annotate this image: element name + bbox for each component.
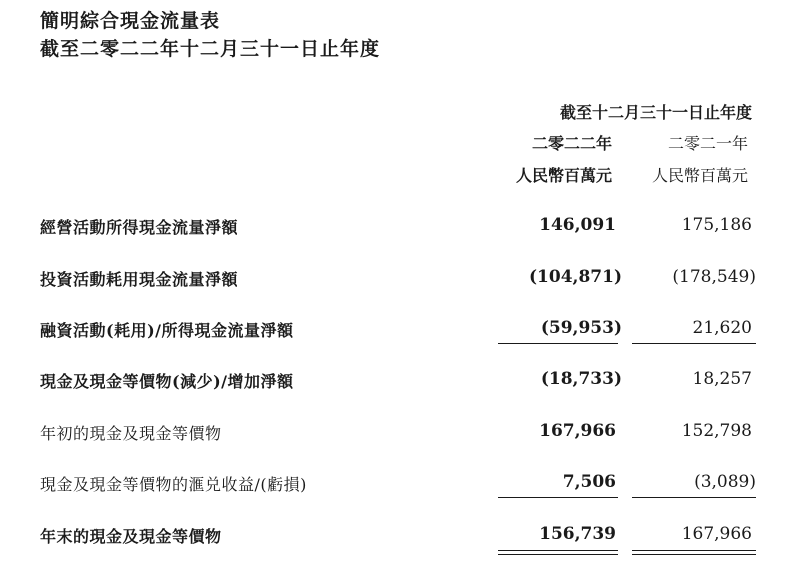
statement-subtitle: 截至二零二二年十二月三十一日止年度 [40,38,381,60]
row-label: 現金及現金等價物的滙兑收益/(虧損) [40,475,307,494]
value-2022: (104,871) [529,267,622,287]
value-2022: 156,739 [539,524,616,544]
row-label: 年末的現金及現金等價物 [40,527,222,546]
column-year-2021: 二零二一年 [667,134,748,153]
value-2022: (59,953) [540,318,622,338]
row-label: 投資活動耗用現金流量淨額 [40,270,239,289]
table-row [0,215,812,245]
value-2022: 167,966 [539,421,616,441]
value-2021: 175,186 [681,215,752,235]
subtotal-rule [632,497,756,498]
column-year-2022: 二零二二年 [531,134,612,153]
value-2022: (18,733) [540,369,622,389]
row-label: 經營活動所得現金流量淨額 [40,218,239,237]
column-unit-2021: 人民幣百萬元 [651,166,748,185]
value-2021: (178,549) [672,267,756,287]
value-2021: (3,089) [694,472,756,492]
value-2021: 21,620 [692,318,752,338]
table-row [0,421,812,451]
row-label: 年初的現金及現金等價物 [40,424,222,443]
subtotal-rule [498,343,618,344]
row-label: 現金及現金等價物(減少)/增加淨額 [40,372,294,391]
total-double-rule [498,550,618,555]
total-double-rule [632,550,756,555]
subtotal-rule [498,497,618,498]
value-2021: 18,257 [692,369,752,389]
row-label: 融資活動(耗用)/所得現金流量淨額 [40,321,294,340]
subtotal-rule [632,343,756,344]
statement-title: 簡明綜合現金流量表 [40,10,221,32]
value-2021: 152,798 [681,421,752,441]
column-period-header: 截至十二月三十一日止年度 [559,103,752,122]
table-row [0,369,812,399]
value-2021: 167,966 [681,524,752,544]
column-unit-2022: 人民幣百萬元 [515,166,612,185]
value-2022: 7,506 [562,472,616,492]
table-row [0,267,812,297]
value-2022: 146,091 [539,215,616,235]
